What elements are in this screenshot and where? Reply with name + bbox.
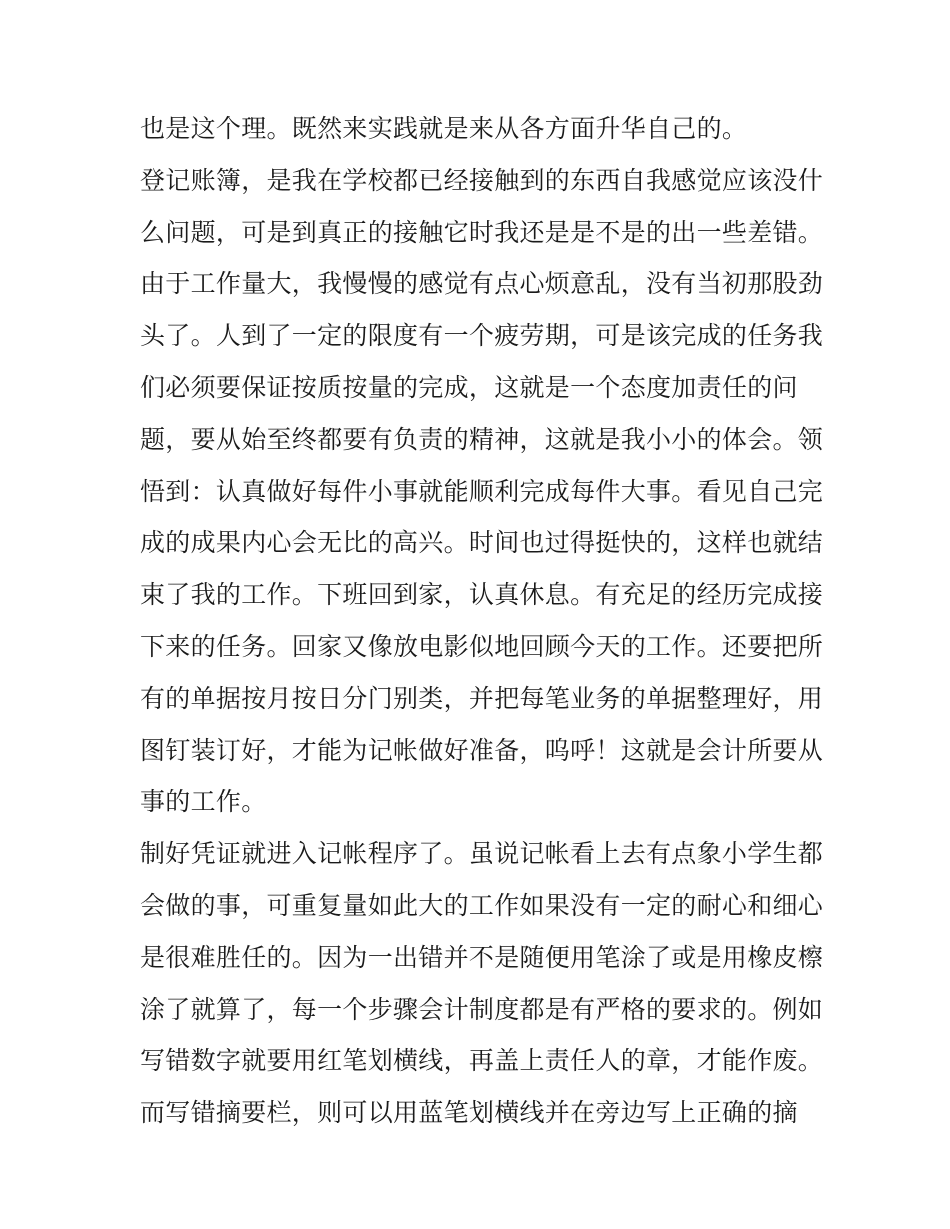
text-line: 是很难胜任的。因为一出错并不是随便用笔涂了或是用橡皮檫 <box>140 942 824 972</box>
text-line: 而写错摘要栏，则可以用蓝笔划横线并在旁边写上正确的摘 <box>140 1098 798 1128</box>
text-line: 制好凭证就进入记帐程序了。虽说记帐看上去有点象小学生都 <box>140 839 824 869</box>
text-line: 图钉装订好，才能为记帐做好准备，呜呼！这就是会计所要从 <box>140 735 824 765</box>
text-line: 涂了就算了，每一个步骤会计制度都是有严格的要求的。例如 <box>140 994 824 1024</box>
text-line: 束了我的工作。下班回到家，认真休息。有充足的经历完成接 <box>140 580 824 610</box>
text-line: 由于工作量大，我慢慢的感觉有点心烦意乱，没有当初那股劲 <box>140 269 824 299</box>
text-line: 悟到：认真做好每件小事就能顺利完成每件大事。看见自己完 <box>140 476 824 506</box>
body-text <box>140 109 824 1145</box>
text-line: 题，要从始至终都要有负责的精神，这就是我小小的体会。领 <box>140 424 824 454</box>
text-line: 登记账簿，是我在学校都已经接触到的东西自我感觉应该没什 <box>140 165 824 195</box>
text-line: 成的成果内心会无比的高兴。时间也过得挺快的，这样也就结 <box>140 528 824 558</box>
text-line: 写错数字就要用红笔划横线，再盖上责任人的章，才能作废。 <box>140 1046 824 1076</box>
text-line: 头了。人到了一定的限度有一个疲劳期，可是该完成的任务我 <box>140 321 824 351</box>
text-line: 会做的事，可重复量如此大的工作如果没有一定的耐心和细心 <box>140 890 824 920</box>
text-line: 有的单据按月按日分门别类，并把每笔业务的单据整理好，用 <box>140 683 824 713</box>
text-line: 事的工作。 <box>140 787 267 817</box>
text-line: 么问题，可是到真正的接触它时我还是是不是的出一些差错。 <box>140 217 824 247</box>
text-line: 下来的任务。回家又像放电影似地回顾今天的工作。还要把所 <box>140 631 824 661</box>
text-line: 们必须要保证按质按量的完成，这就是一个态度加责任的问 <box>140 372 798 402</box>
text-line: 也是这个理。既然来实践就是来从各方面升华自己的。 <box>140 114 748 143</box>
